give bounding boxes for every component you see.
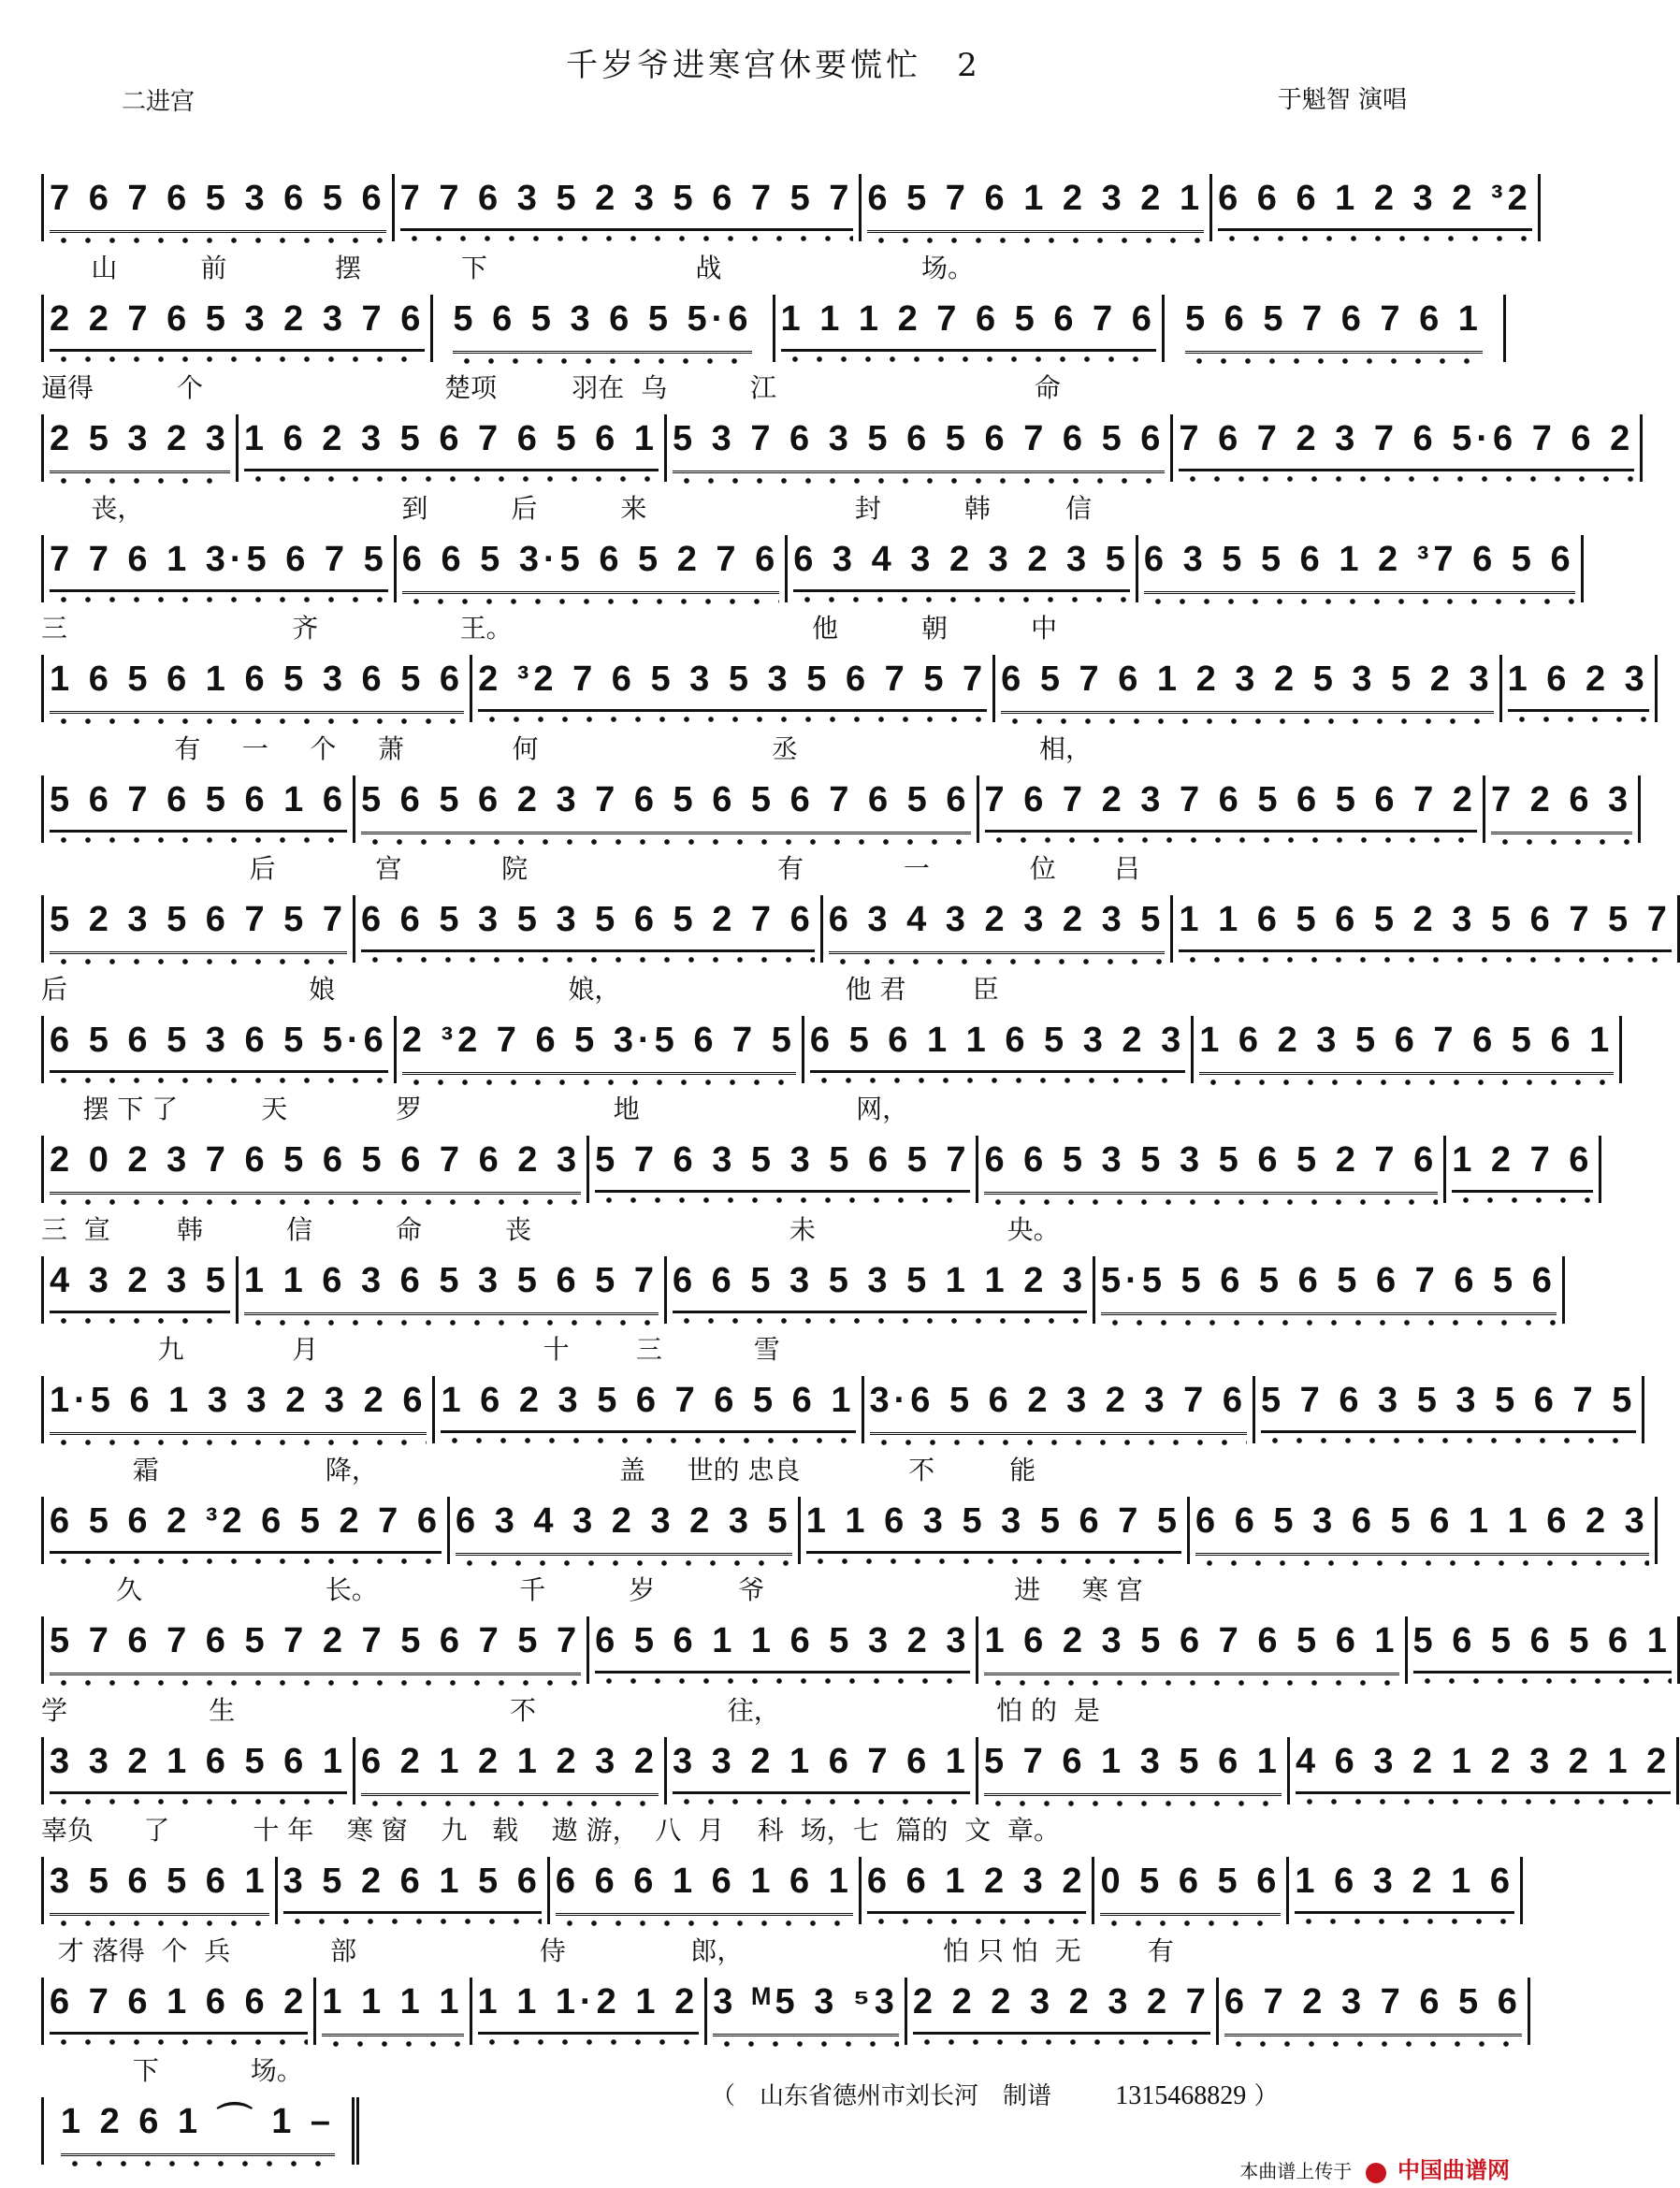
measure bbox=[41, 1256, 239, 1324]
notation-line bbox=[41, 295, 1506, 362]
measure-notes: 6 6 5 3 6 5 6 1 1 6 2 3 bbox=[1195, 1497, 1649, 1556]
low-octave-dots bbox=[322, 2039, 463, 2049]
measure-notes: 0 5 6 5 6 bbox=[1100, 1857, 1281, 1916]
low-octave-dots bbox=[673, 1797, 970, 1806]
low-octave-dots bbox=[402, 1078, 796, 1087]
low-octave-dots bbox=[984, 1678, 1398, 1688]
lyric-line: 逼得 个 楚项 羽在 乌 江 命 bbox=[41, 372, 1061, 403]
measure-notes: 2 ³2 7 6 5 3 5 3 5 6 7 5 7 bbox=[478, 655, 987, 712]
measure bbox=[1190, 1497, 1658, 1564]
notation-line bbox=[41, 1136, 1594, 1203]
notation-line bbox=[41, 1616, 1672, 1684]
measure-notes: 3 3 2 1 6 7 6 1 bbox=[673, 1737, 970, 1794]
low-octave-dots bbox=[453, 356, 752, 366]
low-octave-dots bbox=[867, 236, 1204, 245]
lyric-line: 摆 下 了 天 罗 地 网， bbox=[41, 1094, 909, 1124]
measure-notes: 5 7 6 1 3 5 6 1 bbox=[984, 1737, 1282, 1796]
measure bbox=[472, 1978, 708, 2045]
low-octave-dots bbox=[1295, 1917, 1514, 1926]
measure bbox=[355, 775, 979, 843]
lyric-line: 山 前 摆 下 战 场。 bbox=[41, 252, 975, 283]
low-octave-dots bbox=[595, 1195, 970, 1205]
measure-notes: 1 1 1·2 1 2 bbox=[478, 1978, 700, 2035]
measure bbox=[1212, 174, 1541, 241]
low-octave-dots bbox=[673, 1316, 1087, 1326]
low-octave-dots bbox=[478, 715, 987, 724]
measure bbox=[1502, 655, 1658, 722]
low-octave-dots bbox=[1452, 1195, 1593, 1205]
measure-notes: 6 5 6 1 1 6 5 3 2 3 bbox=[810, 1016, 1185, 1073]
measure bbox=[1173, 895, 1679, 963]
measure bbox=[41, 1376, 435, 1443]
measure bbox=[450, 1497, 801, 1564]
credit-close: ） bbox=[1253, 2082, 1279, 2110]
measure-notes: 6 6 5 3 5 3 5 1 1 2 3 bbox=[673, 1256, 1087, 1313]
measure bbox=[823, 895, 1174, 963]
measure bbox=[907, 1978, 1219, 2045]
measure-notes: 5 3 7 6 3 5 6 5 6 7 6 5 6 bbox=[673, 414, 1165, 473]
low-octave-dots bbox=[985, 835, 1477, 845]
measure bbox=[1095, 1256, 1565, 1324]
measure bbox=[435, 1376, 863, 1443]
measure bbox=[472, 655, 995, 722]
score-system bbox=[41, 1570, 1672, 1689]
measure-notes: 1 6 2 3 bbox=[1508, 655, 1649, 712]
measure bbox=[239, 414, 667, 482]
measure bbox=[978, 1616, 1407, 1684]
measure-notes: 5 6 5 6 5 6 1 bbox=[1413, 1616, 1672, 1674]
measure bbox=[589, 1136, 978, 1203]
measure-notes: 6 6 5 3 5 3 5 6 5 2 7 6 bbox=[984, 1136, 1438, 1195]
score-system bbox=[41, 969, 1615, 1089]
measure-notes: 1 6 5 6 1 6 5 3 6 5 6 bbox=[50, 655, 464, 714]
lyric-line: 丧， 到 后 来 封 韩 信 bbox=[41, 492, 1092, 524]
measure-notes: 6 5 6 5 3 6 5 5·6 bbox=[50, 1016, 388, 1073]
measure-notes: 5·5 5 6 5 6 5 6 7 6 5 6 bbox=[1101, 1256, 1557, 1315]
score-system bbox=[41, 1329, 1637, 1449]
measure bbox=[41, 1616, 589, 1684]
measure-notes: 7 6 7 2 3 7 6 5 6 5 6 7 2 bbox=[985, 775, 1477, 833]
measure-notes: 1 2 7 6 bbox=[1452, 1136, 1593, 1193]
measure bbox=[41, 535, 397, 602]
measure bbox=[41, 414, 239, 482]
low-octave-dots bbox=[793, 595, 1130, 604]
measure-notes: 1·5 6 1 3 3 2 3 2 6 bbox=[50, 1376, 427, 1435]
notation-line bbox=[41, 1376, 1637, 1443]
notation-line bbox=[41, 895, 1672, 963]
measure-notes: 7 6 7 6 5 3 6 5 6 bbox=[50, 174, 386, 233]
lyric-line: 霜 降， 盖 世的 忠良 不 能 bbox=[41, 1454, 1036, 1485]
measure-notes: 1 6 2 3 5 6 7 6 5 6 1 bbox=[441, 1376, 855, 1433]
low-octave-dots bbox=[400, 234, 854, 243]
low-octave-dots bbox=[1179, 474, 1634, 484]
score-system bbox=[41, 368, 1635, 487]
notation-line bbox=[41, 2097, 359, 2165]
lyric-line: 辜负 了 十 年 寒 窗 九 载 遨 游， 八 月 科 场，七 篇的 文 章。 bbox=[41, 1815, 1061, 1846]
transcriber-credit bbox=[711, 2077, 1279, 2111]
measure-notes: 2 ³2 7 6 5 3·5 6 7 5 bbox=[402, 1016, 796, 1075]
measure bbox=[550, 1857, 862, 1924]
low-octave-dots bbox=[361, 1799, 659, 1808]
low-octave-dots bbox=[1101, 1318, 1557, 1327]
measure bbox=[278, 1857, 550, 1924]
low-octave-dots bbox=[50, 835, 347, 845]
low-octave-dots bbox=[50, 717, 464, 726]
low-octave-dots bbox=[870, 1438, 1247, 1447]
low-octave-dots bbox=[244, 1318, 659, 1327]
measure bbox=[41, 655, 472, 722]
measure bbox=[804, 1016, 1194, 1083]
measure bbox=[397, 535, 788, 602]
score-system bbox=[41, 127, 1532, 247]
measure bbox=[1219, 1978, 1530, 2045]
measure-notes: 1 6 2 3 5 6 7 6 5 6 1 bbox=[1199, 1016, 1614, 1075]
low-octave-dots bbox=[913, 2037, 1210, 2047]
measure bbox=[1165, 295, 1506, 362]
low-octave-dots bbox=[1261, 1436, 1636, 1445]
low-octave-dots bbox=[402, 597, 779, 606]
measure-notes: 6 3 4 3 2 3 2 3 5 bbox=[793, 535, 1130, 592]
measure-notes: 1 1 6 5 6 5 2 3 5 6 7 5 7 bbox=[1179, 895, 1671, 952]
low-octave-dots bbox=[1179, 955, 1671, 964]
low-octave-dots bbox=[50, 1797, 347, 1806]
measure-notes: 6 3 5 5 6 1 2 ³7 6 5 6 bbox=[1144, 535, 1575, 594]
measure bbox=[862, 1857, 1095, 1924]
measure-notes: 1 6 2 3 5 6 7 6 5 6 1 bbox=[984, 1616, 1398, 1675]
score-system bbox=[41, 1450, 1649, 1570]
measure-notes: 5 6 5 3 6 5 5·6 bbox=[453, 295, 752, 354]
notation-line bbox=[41, 1857, 1514, 1924]
lyric-line: 三 宣 韩 信 命 丧 未 央。 bbox=[41, 1213, 1060, 1245]
measure-notes: 3 ᴹ5 3 ⁵3 bbox=[713, 1978, 899, 2036]
measure bbox=[355, 895, 823, 963]
measure bbox=[1094, 1857, 1289, 1924]
measure-notes: 5 6 7 6 5 6 1 6 bbox=[50, 775, 347, 833]
low-octave-dots bbox=[50, 2037, 308, 2047]
score-system bbox=[41, 848, 1672, 968]
notation-line bbox=[41, 174, 1532, 241]
lyric-line: 才 落得 个 兵 部 侍 郎， 怕 只 怕 无 有 bbox=[41, 1934, 1174, 1966]
measure bbox=[667, 1256, 1095, 1324]
measure bbox=[1173, 414, 1643, 482]
measure bbox=[41, 1016, 397, 1083]
notation-line bbox=[41, 1978, 1522, 2045]
measure-notes: 3·6 5 6 2 3 2 3 7 6 bbox=[870, 1376, 1247, 1435]
score-title: 千岁爷进寒宫休要慌忙 2 bbox=[566, 47, 981, 84]
low-octave-dots bbox=[1508, 715, 1649, 724]
low-octave-dots bbox=[556, 1919, 853, 1928]
low-octave-dots bbox=[1195, 1558, 1649, 1568]
low-octave-dots bbox=[478, 2037, 700, 2047]
low-octave-dots bbox=[50, 1197, 581, 1207]
low-octave-dots bbox=[50, 1678, 581, 1688]
measure bbox=[1255, 1376, 1644, 1443]
lyric-line: 后 宫 院 有 一 位 吕 bbox=[41, 853, 1141, 884]
section-label: 二进宫 bbox=[122, 88, 196, 116]
measure bbox=[433, 295, 775, 362]
low-octave-dots bbox=[1224, 2039, 1522, 2049]
measure-notes: 3 5 6 5 6 1 bbox=[50, 1857, 269, 1916]
measure bbox=[775, 295, 1165, 362]
score-system bbox=[41, 488, 1575, 608]
measure bbox=[1194, 1016, 1622, 1083]
measure-notes: 6 5 7 6 1 2 3 2 1 bbox=[867, 174, 1204, 233]
measure-notes: 7 6 7 2 3 7 6 5·6 7 6 2 bbox=[1179, 414, 1634, 471]
measure bbox=[979, 775, 1485, 843]
measure-notes: 2 0 2 3 7 6 5 6 5 6 7 6 2 3 bbox=[50, 1136, 581, 1195]
measure-notes: 1 1 1 2 7 6 5 6 7 6 bbox=[781, 295, 1156, 352]
low-octave-dots bbox=[1185, 356, 1483, 366]
measure-notes: 6 3 4 3 2 3 2 3 5 bbox=[829, 895, 1166, 954]
low-octave-dots bbox=[61, 2159, 335, 2168]
low-octave-dots bbox=[361, 837, 971, 847]
measure-notes: 4 3 2 3 5 bbox=[50, 1256, 230, 1313]
low-octave-dots bbox=[50, 1919, 269, 1928]
low-octave-dots bbox=[806, 1557, 1181, 1566]
measure-notes: 6 6 6 1 2 3 2 ³2 bbox=[1218, 174, 1532, 231]
low-octave-dots bbox=[456, 1558, 792, 1568]
lyric-line: 九 月 十 三 雪 bbox=[41, 1334, 780, 1365]
low-octave-dots bbox=[1218, 234, 1532, 243]
measure bbox=[978, 1136, 1446, 1203]
low-octave-dots bbox=[50, 1316, 230, 1326]
measure bbox=[1408, 1616, 1680, 1684]
measure bbox=[589, 1616, 978, 1684]
score-system bbox=[41, 1210, 1557, 1329]
low-octave-dots bbox=[1100, 1919, 1281, 1928]
measure bbox=[667, 414, 1173, 482]
measure bbox=[1138, 535, 1584, 602]
lyric-line: 三 齐 王。 他 朝 中 bbox=[41, 613, 1058, 644]
measure-notes: 3 3 2 1 6 5 6 1 bbox=[50, 1737, 347, 1794]
notation-line bbox=[41, 535, 1575, 602]
score-system bbox=[41, 608, 1649, 728]
low-octave-dots bbox=[50, 1557, 442, 1566]
measure-notes: 1 6 2 3 5 6 7 6 5 6 1 bbox=[244, 414, 659, 471]
score-system bbox=[41, 1810, 1514, 1930]
measure-notes: 5 7 6 7 6 5 7 2 7 5 6 7 5 7 bbox=[50, 1616, 581, 1675]
measure-notes: 7 7 6 3 5 2 3 5 6 7 5 7 bbox=[400, 174, 854, 231]
low-octave-dots bbox=[673, 476, 1165, 485]
low-octave-dots bbox=[1144, 597, 1575, 606]
measure-notes: 6 3 4 3 2 3 2 3 5 bbox=[456, 1497, 792, 1556]
low-octave-dots bbox=[361, 955, 815, 964]
notation-line bbox=[41, 1497, 1649, 1564]
measure bbox=[1485, 775, 1641, 843]
low-octave-dots bbox=[50, 957, 347, 966]
measure bbox=[862, 174, 1212, 241]
measure-notes: 7 7 6 1 3·5 6 7 5 bbox=[50, 535, 388, 592]
lyric-line: 下 场。 bbox=[41, 2055, 303, 2086]
measure-notes: 6 6 5 3·5 6 5 2 7 6 bbox=[402, 535, 779, 594]
measure bbox=[801, 1497, 1190, 1564]
low-octave-dots bbox=[781, 355, 1156, 364]
low-octave-dots bbox=[829, 957, 1166, 966]
measure-notes: 5 7 6 3 5 3 5 6 5 7 bbox=[595, 1136, 970, 1193]
measure bbox=[1446, 1136, 1601, 1203]
low-octave-dots bbox=[1491, 837, 1632, 847]
measure-notes: 1 1 6 3 5 3 5 6 7 5 bbox=[806, 1497, 1181, 1554]
low-octave-dots bbox=[50, 1438, 427, 1447]
low-octave-dots bbox=[50, 476, 230, 485]
notation-line bbox=[41, 1256, 1557, 1324]
measure-notes: 7 2 6 3 bbox=[1491, 775, 1632, 834]
measure bbox=[41, 1857, 278, 1924]
measure-notes: 2 2 7 6 5 3 2 3 7 6 bbox=[50, 295, 425, 352]
measure bbox=[397, 1016, 804, 1083]
credit-text: （ 山东省德州市刘长河 制谱 bbox=[711, 2082, 1052, 2110]
measure bbox=[1290, 1737, 1679, 1804]
measure bbox=[864, 1376, 1255, 1443]
credit-phone: 1315468829 bbox=[1115, 2081, 1247, 2110]
low-octave-dots bbox=[1296, 1797, 1671, 1806]
measure-notes: 2 5 3 2 3 bbox=[50, 414, 230, 473]
measure-notes: 1 1 6 3 6 5 3 5 6 5 7 bbox=[244, 1256, 659, 1315]
site-name: 中国曲谱网 bbox=[1398, 2157, 1510, 2183]
low-octave-dots bbox=[810, 1076, 1185, 1085]
low-octave-dots bbox=[713, 2039, 899, 2049]
low-octave-dots bbox=[244, 474, 659, 484]
measure bbox=[395, 174, 862, 241]
measure-notes: 5 2 3 5 6 7 5 7 bbox=[50, 895, 347, 954]
measure bbox=[355, 1737, 667, 1804]
score-system bbox=[41, 1931, 1522, 2050]
measure-notes: 1 6 3 2 1 6 bbox=[1295, 1857, 1514, 1914]
low-octave-dots bbox=[595, 1676, 970, 1686]
measure-notes: 6 5 6 1 1 6 5 3 2 3 bbox=[595, 1616, 970, 1674]
performer-label: 于魁智 演唱 bbox=[1277, 86, 1407, 114]
measure bbox=[41, 1136, 589, 1203]
notation-line bbox=[41, 1737, 1672, 1804]
lyric-line: 有 一 个 萧 何 丞 相， bbox=[41, 732, 1092, 764]
low-octave-dots bbox=[50, 595, 388, 604]
lyric-line bbox=[41, 127, 1506, 168]
measure-notes: 6 5 6 2 ³2 6 5 2 7 6 bbox=[50, 1497, 442, 1554]
score-system bbox=[41, 1690, 1672, 1810]
low-octave-dots bbox=[50, 236, 386, 245]
measure bbox=[41, 1737, 355, 1804]
low-octave-dots bbox=[984, 1197, 1438, 1207]
site-logo-icon bbox=[1366, 2163, 1386, 2183]
upload-prefix: 本曲谱上传于 bbox=[1239, 2160, 1353, 2182]
measure-notes: 1 1 1 1 bbox=[322, 1978, 463, 2036]
measure-notes: 6 6 1 2 3 2 bbox=[867, 1857, 1087, 1914]
lyric-line: 后 娘 娘， 他 君 臣 bbox=[41, 973, 999, 1005]
measure-notes: 6 7 6 1 6 6 2 bbox=[50, 1978, 308, 2035]
measure bbox=[1289, 1857, 1523, 1924]
measure-notes: 6 2 1 2 1 2 3 2 bbox=[361, 1737, 659, 1796]
measure bbox=[41, 895, 355, 963]
low-octave-dots bbox=[867, 1917, 1087, 1926]
measure bbox=[41, 2097, 359, 2165]
measure-notes: 6 5 7 6 1 2 3 2 5 3 5 2 3 bbox=[1001, 655, 1493, 714]
measure bbox=[707, 1978, 907, 2045]
low-octave-dots bbox=[441, 1436, 855, 1445]
measure bbox=[239, 1256, 667, 1324]
measure-notes: 3 5 2 6 1 5 6 bbox=[283, 1857, 542, 1914]
measure bbox=[41, 1978, 316, 2045]
measure bbox=[41, 775, 355, 843]
upload-watermark bbox=[1239, 2152, 1510, 2184]
notation-line bbox=[41, 1016, 1615, 1083]
measure bbox=[667, 1737, 978, 1804]
measure bbox=[41, 295, 433, 362]
notation-line bbox=[41, 775, 1633, 843]
lyric-line: 久 长。 千 岁 爷 进 寒 宫 bbox=[41, 1574, 1143, 1605]
low-octave-dots bbox=[50, 355, 425, 364]
measure-notes: 1 2 6 1 ⌒ 1 – bbox=[61, 2097, 335, 2156]
score-system bbox=[41, 248, 1506, 368]
measure-notes: 6 7 2 3 7 6 5 6 bbox=[1224, 1978, 1522, 2036]
notation-line bbox=[41, 655, 1649, 722]
measure-notes: 5 7 6 3 5 3 5 6 7 5 bbox=[1261, 1376, 1636, 1433]
measure-notes: 6 6 6 1 6 1 6 1 bbox=[556, 1857, 853, 1916]
measure bbox=[41, 174, 395, 241]
measure bbox=[316, 1978, 471, 2045]
low-octave-dots bbox=[283, 1917, 542, 1926]
measure-notes: 2 2 2 3 2 3 2 7 bbox=[913, 1978, 1210, 2035]
measure bbox=[788, 535, 1138, 602]
low-octave-dots bbox=[1199, 1078, 1614, 1087]
low-octave-dots bbox=[1413, 1676, 1672, 1686]
score-system bbox=[41, 1089, 1594, 1209]
measure-notes: 5 6 5 7 6 7 6 1 bbox=[1185, 295, 1483, 354]
measure bbox=[995, 655, 1501, 722]
lyric-line: 学 生 不 往， 怕 的 是 bbox=[41, 1694, 1100, 1726]
measure-notes: 5 6 5 6 2 3 7 6 5 6 5 6 7 6 5 6 bbox=[361, 775, 971, 834]
low-octave-dots bbox=[984, 1799, 1282, 1808]
measure bbox=[978, 1737, 1290, 1804]
low-octave-dots bbox=[50, 1076, 388, 1085]
notation-line bbox=[41, 414, 1635, 482]
measure-notes: 4 6 3 2 1 2 3 2 1 2 bbox=[1296, 1737, 1671, 1794]
measure bbox=[41, 1497, 450, 1564]
score-system bbox=[41, 729, 1633, 848]
measure-notes: 6 6 5 3 5 3 5 6 5 2 7 6 bbox=[361, 895, 815, 952]
low-octave-dots bbox=[1001, 717, 1493, 726]
